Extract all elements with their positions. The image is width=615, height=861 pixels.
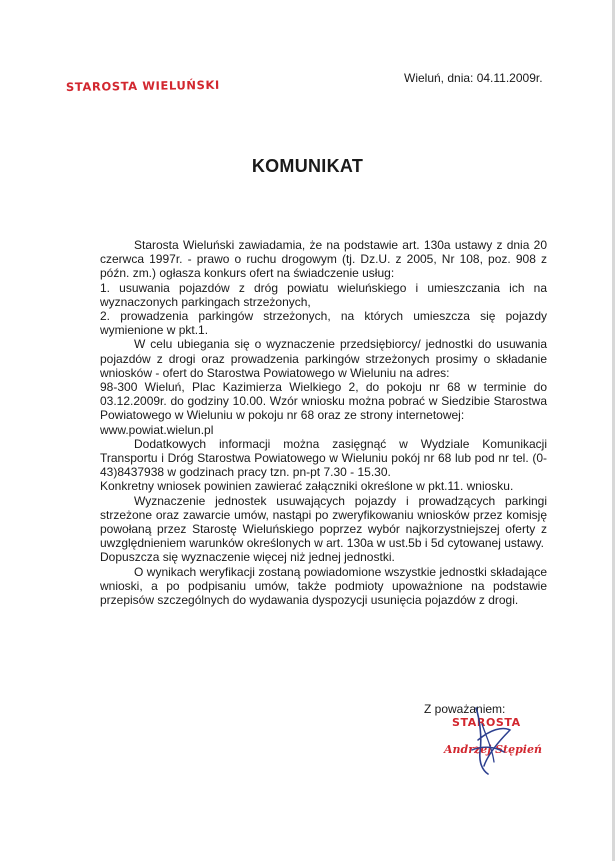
signature-stamp-title: STAROSTA: [452, 716, 521, 729]
signature-stamp-name: Andrzej Stępień: [444, 743, 542, 756]
closing-salutation: Z poważaniem:: [424, 702, 506, 716]
document-title: KOMUNIKAT: [251, 156, 364, 176]
place-and-date: Wieluń, dnia: 04.11.2009r.: [404, 71, 543, 85]
list-item-1: 1. usuwania pojazdów z dróg powiatu wieluńskiego i umieszczania ich na wyznaczonych parkingach strzeżonych,: [100, 280, 547, 309]
letter-body: [100, 238, 547, 607]
handwritten-signature: [458, 700, 538, 780]
issuer-stamp: STAROSTA WIELUŃSKI: [65, 77, 220, 94]
website-link[interactable]: www.powiat.wielun.pl: [100, 422, 214, 437]
paragraph-address: 98-300 Wieluń, Plac Kazimierza Wielkiego 2, do pokoju nr 68 w terminie do 03.12.2009r. do godziny 10.00. Wzór wniosku można pobrać w Siedzibie Starostwa Powiatowego w Wieluniu w pokoju nr 68 oraz ze strony internetowej:: [100, 380, 547, 423]
paragraph-attachments: Konkretny wniosek powinien zawierać załączniki określone w pkt.11. wniosku.: [100, 479, 514, 494]
paragraph-intro: Starosta Wieluński zawiadamia, że na podstawie art. 130a ustawy z dnia 20 czerwca 1997r. - prawo o ruchu drogowym (tj. Dz.U. z 2005, Nr 108, poz. 908 z późn. zm.) ogłasza konkurs ofert na świadczenie usług:: [100, 238, 547, 281]
paragraph-application: W celu ubiegania się o wyznaczenie przedsiębiorcy/ jednostki do usuwania pojazdów z drogi oraz prowadzenia parkingów strzeżonych prosimy o składanie wniosków - ofert do Starostwa Powiatowego w Wieluniu na adres:: [100, 337, 547, 380]
paragraph-results: O wynikach weryfikacji zostaną powiadomione wszystkie jednostki składające wnioski, a po podpisaniu umów, także podmioty upoważnione na podstawie przepisów szczególnych do wydawania dyspozycji usunięcia pojazdów z drogi.: [100, 564, 547, 608]
paragraph-contact: Dodatkowych informacji można zasięgnąć w Wydziale Komunikacji Transportu i Dróg Starostwa Powiatowego w Wieluniu pokój nr 68 lub pod nr tel. (0-43)8437938 w godzinach pracy tzn. pn-pt 7.30 - 15.30.: [100, 436, 547, 480]
list-item-2: 2. prowadzenia parkingów strzeżonych, na których umieszcza się pojazdy wymienione w pkt.1.: [100, 309, 547, 338]
paragraph-multiple: Dopuszcza się wyznaczenie więcej niż jednej jednostki.: [100, 550, 395, 565]
paragraph-selection: Wyznaczenie jednostek usuwających pojazdy i prowadzących parkingi strzeżone oraz zawarcie umów, nastąpi po zweryfikowaniu wniosków przez komisję powołaną przez Starostę Wieluńskiego poprzez wybór najkorzystniejszej oferty z uwzględnieniem warunków określonych w art. 130a w ust.5b i 5d cytowanej ustawy.: [100, 493, 547, 551]
